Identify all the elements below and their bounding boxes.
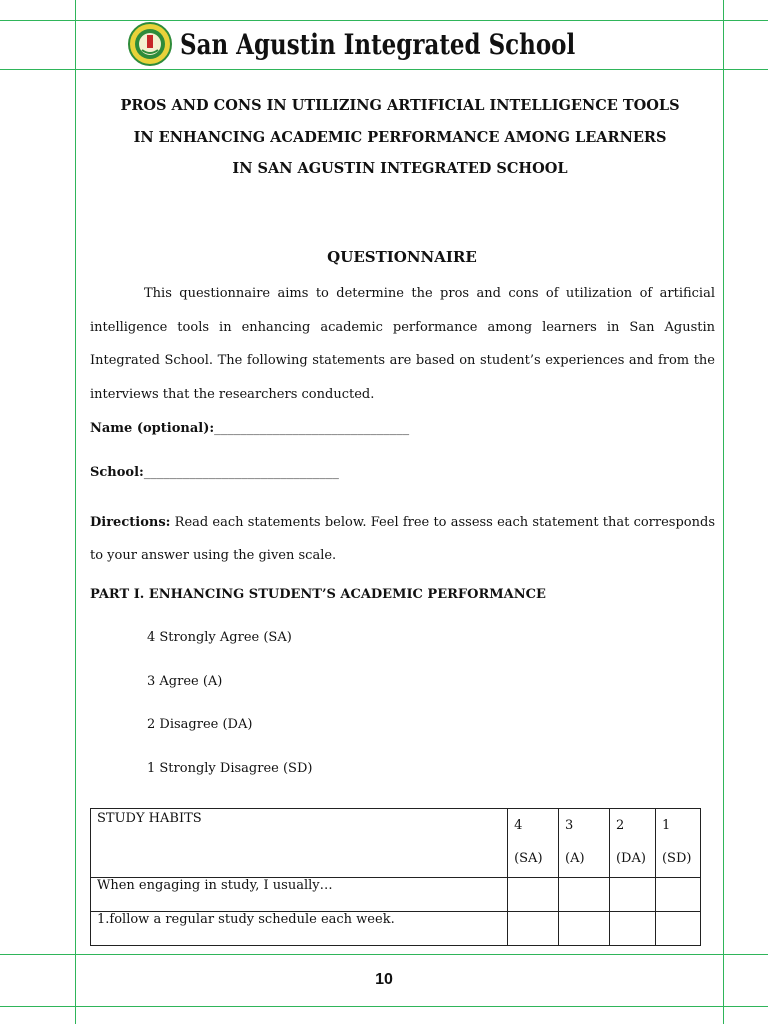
school-blank[interactable]: ______________________________ (143, 465, 339, 480)
scale-column-header (559, 809, 610, 878)
directions-text: Read each statements below. Feel free to assess each statement that corresponds to your answer using the given scale. (90, 515, 715, 563)
directions (90, 506, 715, 572)
header-border-line (0, 69, 768, 70)
intro-paragraph: This questionnaire aims to determine the pros and cons of utilization of artificial intelligence tools in enhancing academic performance among learners in San Agustin Integrated School. The following statements are based on student’s experiences and from the interviews that the researchers conducted. (90, 286, 715, 402)
page-header (128, 20, 662, 68)
scale-item: 3 Agree (A) (147, 674, 223, 689)
scale-column-abbr: (A) (565, 851, 585, 866)
rating-cell[interactable] (508, 878, 559, 912)
scale-column-number: 4 (514, 818, 523, 833)
bottom-border-line (0, 1006, 768, 1007)
table-header-row (91, 809, 701, 878)
statement-cell: When engaging in study, I usually… (91, 878, 508, 912)
table-header-cell: STUDY HABITS (91, 809, 508, 878)
scale-column-number: 2 (615, 818, 625, 833)
directions-label: Directions: (90, 515, 171, 530)
scale-column-number: 1 (661, 818, 671, 833)
title-line: IN SAN AGUSTIN INTEGRATED SCHOOL (232, 160, 568, 177)
rating-cell[interactable] (609, 912, 655, 946)
rating-cell[interactable] (559, 912, 610, 946)
scale-column-header (609, 809, 655, 878)
scale-column-abbr: (DA) (615, 851, 646, 866)
name-field (90, 421, 409, 436)
scale-item: 4 Strongly Agree (SA) (147, 630, 292, 645)
school-label: School: (90, 465, 144, 480)
rating-cell[interactable] (609, 878, 655, 912)
title-line: PROS AND CONS IN UTILIZING ARTIFICIAL INTELLIGENCE TOOLS (120, 97, 680, 114)
table-row (91, 878, 701, 912)
rating-cell[interactable] (559, 878, 610, 912)
title-line: IN ENHANCING ACADEMIC PERFORMANCE AMONG LEARNERS (133, 128, 667, 146)
footer-border-line (0, 954, 768, 955)
statement-cell: 1.follow a regular study schedule each week. (91, 912, 508, 946)
scale-column-header (655, 809, 700, 878)
part-heading: PART I. ENHANCING STUDENT’S ACADEMIC PERFORMANCE (90, 587, 546, 602)
scale-item: 1 Strongly Disagree (SD) (147, 761, 313, 776)
rating-cell[interactable] (655, 878, 700, 912)
scale-column-abbr: (SA) (514, 851, 543, 866)
scale-column-abbr: (SD) (661, 851, 692, 866)
name-label: Name (optional): (90, 421, 215, 436)
school-field (90, 465, 339, 480)
document-title (76, 90, 724, 185)
school-name: San Agustin Integrated School (180, 27, 576, 61)
name-blank[interactable]: ______________________________ (214, 421, 410, 436)
table-row (91, 912, 701, 946)
school-seal-icon (128, 22, 172, 66)
study-habits-table (90, 808, 701, 946)
scale-column-header (508, 809, 559, 878)
scale-item: 2 Disagree (DA) (147, 717, 253, 732)
questionnaire-heading: QUESTIONNAIRE (327, 248, 477, 266)
scale-column-number: 3 (565, 818, 574, 833)
rating-cell[interactable] (655, 912, 700, 946)
page-number: 10 (375, 971, 393, 988)
rating-cell[interactable] (508, 912, 559, 946)
